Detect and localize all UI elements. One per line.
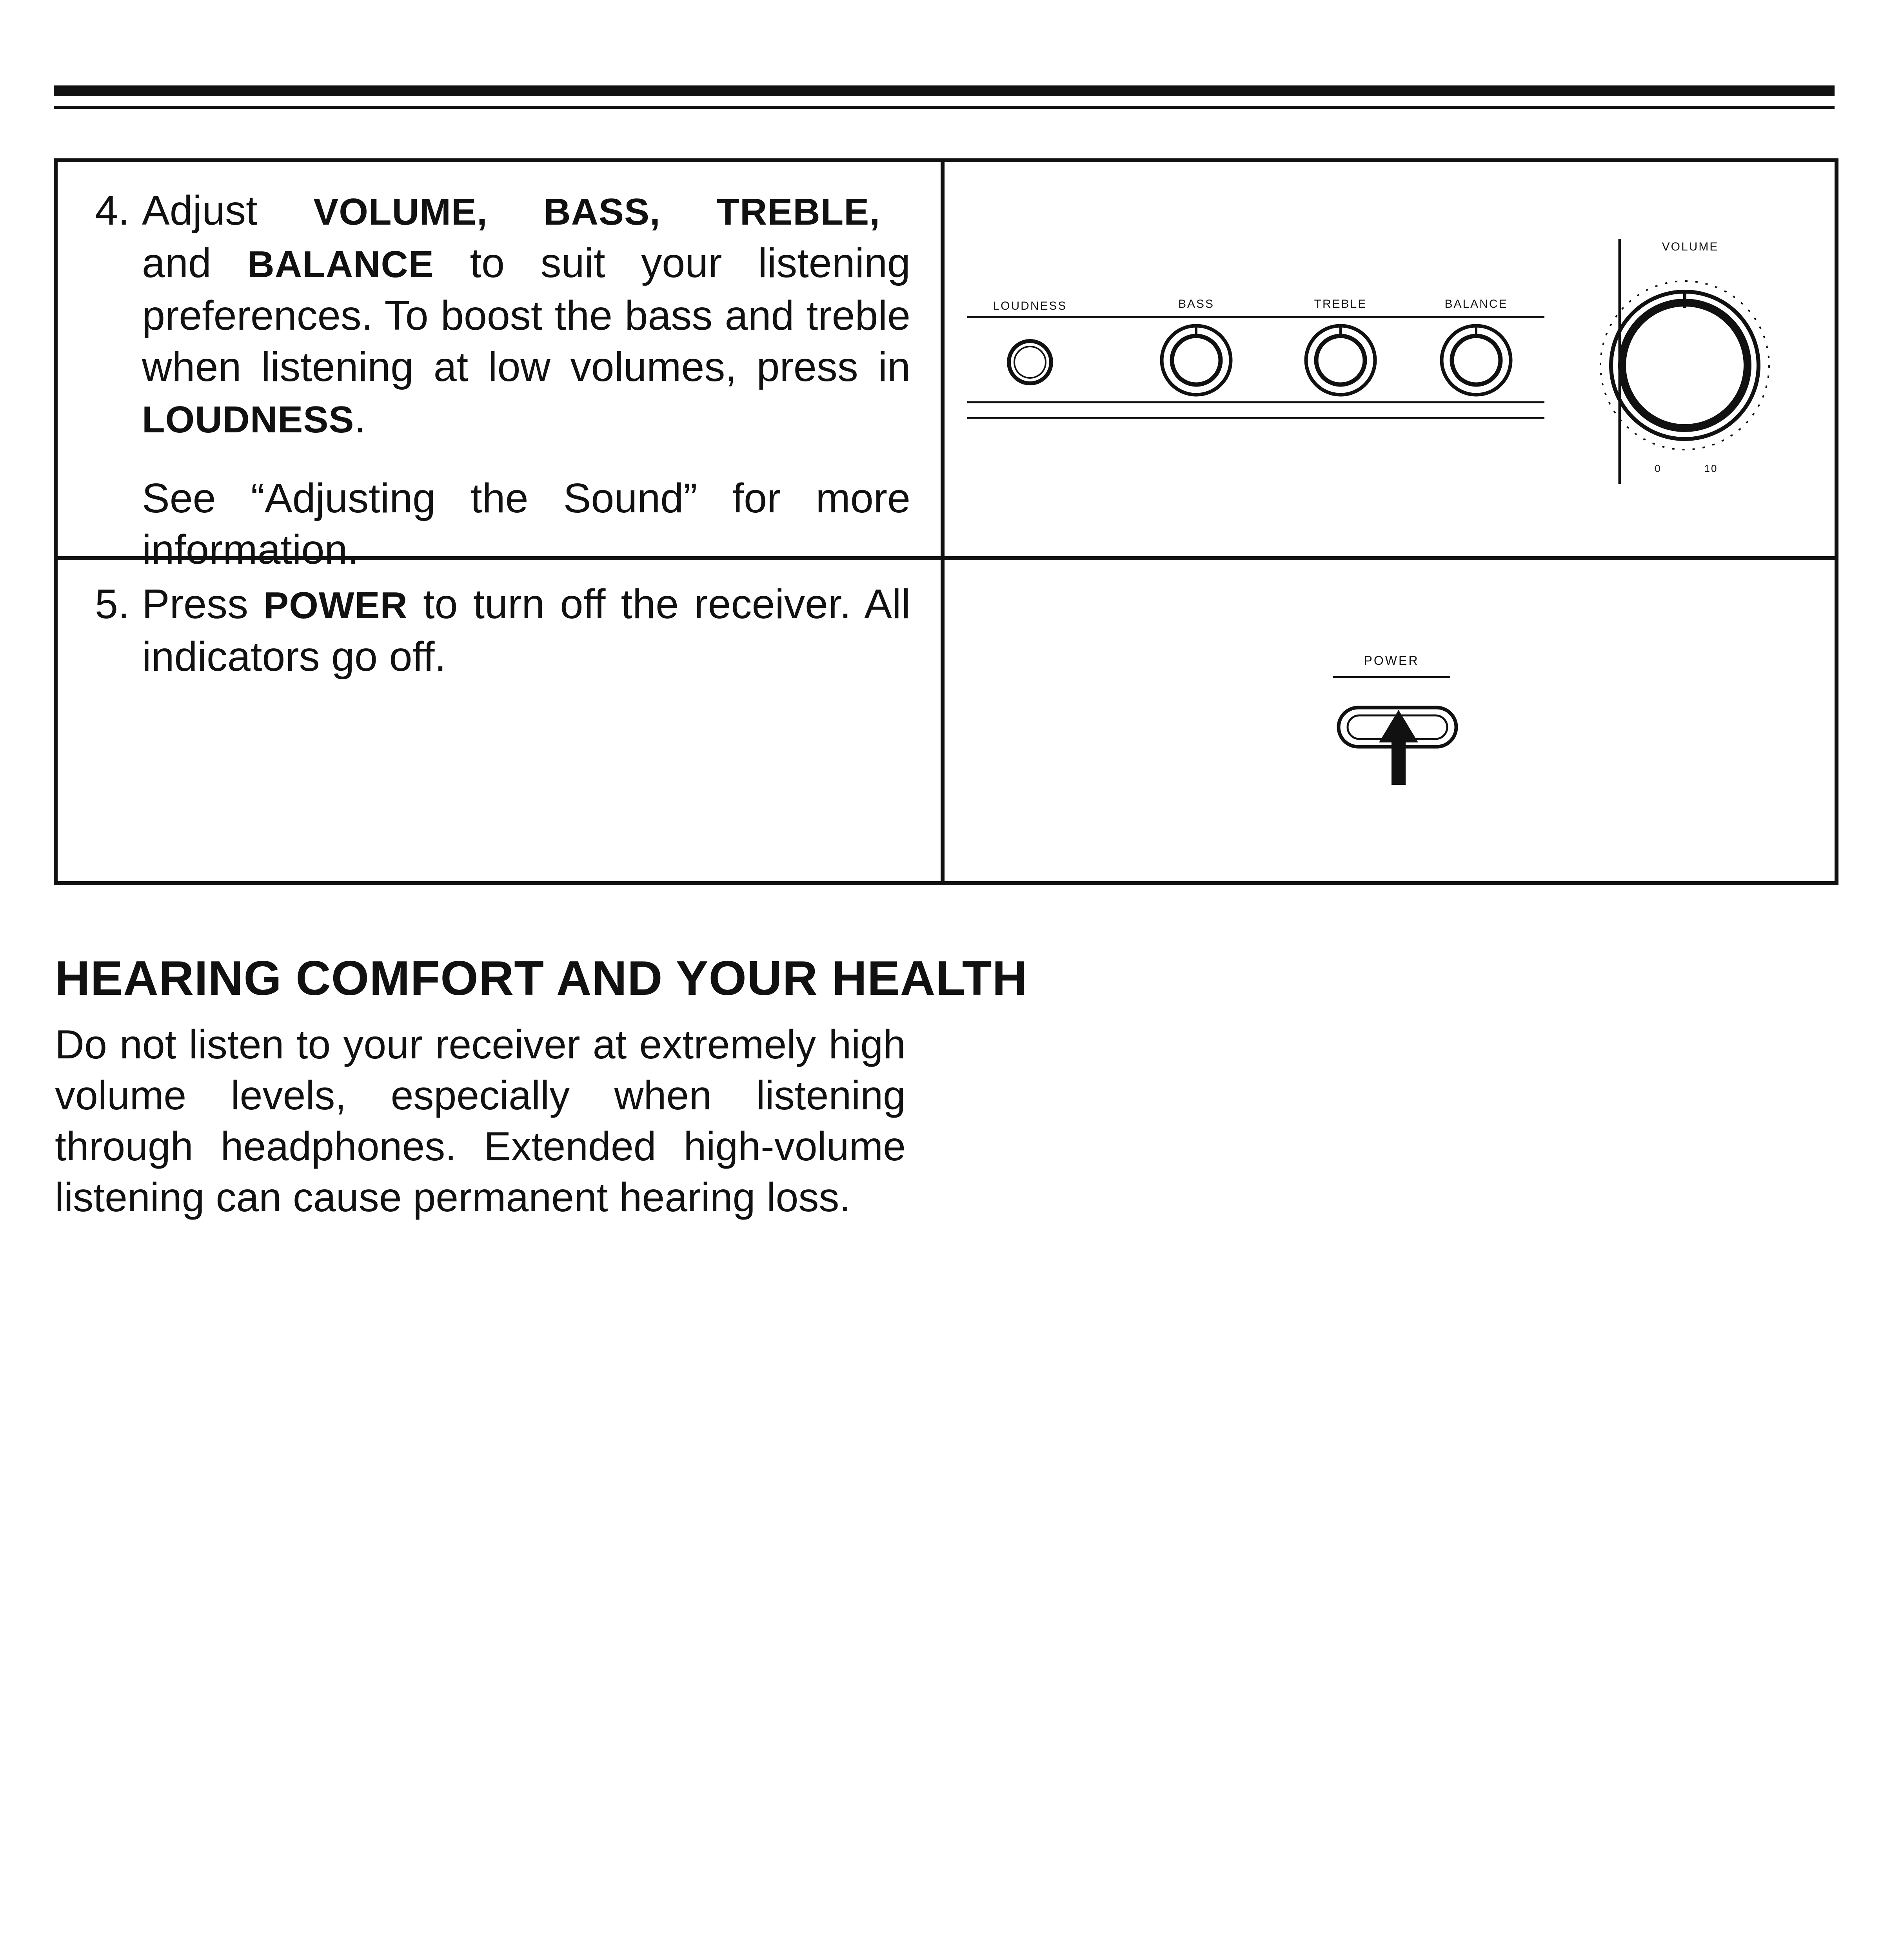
step-5-paragraph: 5. Press POWER to turn off the receiver. All indicators go off.	[95, 579, 910, 682]
step-4-see-also: See “Adjusting the Sound” for more information.	[142, 475, 910, 573]
loudness-button	[1009, 341, 1051, 383]
table-column-divider	[941, 162, 945, 881]
volume-max-mark: 10	[1704, 463, 1718, 474]
header-rule-thin	[54, 106, 1835, 109]
volume-label: VOLUME	[1662, 240, 1719, 253]
step-4-number: 4.	[95, 187, 130, 234]
loudness-label: LOUDNESS	[993, 299, 1067, 312]
step-5-number: 5.	[95, 581, 130, 627]
section-heading: HEARING COMFORT AND YOUR HEALTH	[55, 951, 1028, 1005]
keyword-bass: BASS,	[543, 191, 661, 233]
step-5	[95, 579, 910, 682]
keyword-treble: TREBLE,	[716, 191, 880, 233]
bass-label: BASS	[1178, 298, 1215, 310]
balance-knob	[1442, 326, 1511, 395]
keyword-power: POWER	[263, 584, 408, 626]
volume-knob	[1600, 281, 1769, 450]
section-body: Do not listen to your receiver at extremely high volume levels, especially when listening through headphones. Extended high-volume listening can cause permanent hearing loss.	[55, 1022, 906, 1220]
power-label: POWER	[1364, 653, 1419, 668]
volume-min-mark: 0	[1655, 463, 1662, 474]
treble-label: TREBLE	[1314, 298, 1367, 310]
keyword-loudness: LOUDNESS	[142, 399, 354, 441]
treble-knob	[1306, 326, 1375, 395]
bass-knob	[1162, 326, 1231, 395]
header-rule-thick	[54, 85, 1835, 96]
keyword-balance: BALANCE	[247, 243, 434, 285]
balance-label: BALANCE	[1444, 298, 1508, 310]
keyword-volume: VOLUME,	[313, 191, 488, 233]
step-4-paragraph: 4. Adjust VOLUME, BASS, TREBLE, and BALANCE to suit your listening preferences. To boost the bass and treble when listening at low volumes, press in LOUDNESS.	[95, 185, 910, 445]
steps-table	[54, 158, 1838, 885]
power-illustration	[945, 560, 1835, 881]
controls-illustration	[945, 162, 1835, 556]
step-4	[95, 185, 910, 575]
